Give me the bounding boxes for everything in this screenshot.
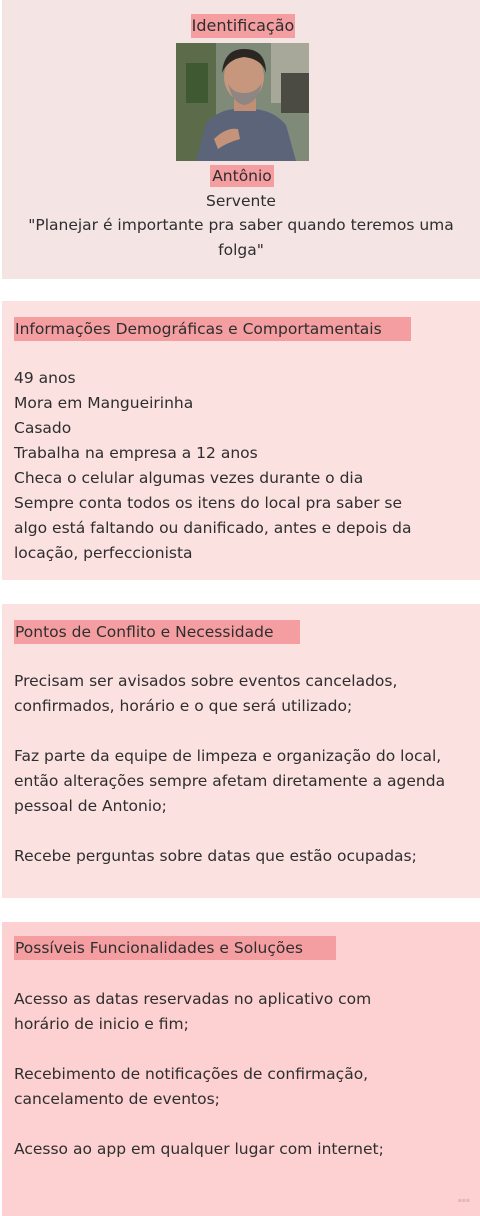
solution-paragraph: Acesso ao app em qualquer lugar com internet; xyxy=(14,1140,384,1158)
pain-points-title: Pontos de Conflito e Necessidade xyxy=(14,620,300,644)
demographics-list xyxy=(14,366,462,566)
demographics-line: Sempre conta todos os itens do local pra saber se algo está faltando ou danificado, antes e depois da locação, perfeccionista xyxy=(14,494,412,562)
demographics-line: Trabalha na empresa a 12 anos xyxy=(14,444,258,462)
solutions-title: Possíveis Funcionalidades e Soluções xyxy=(14,936,336,960)
demographics-card xyxy=(2,301,480,580)
watermark-mark: ▪▪▪ xyxy=(457,1197,470,1204)
persona-quote: "Planejar é importante pra saber quando teremos uma folga" xyxy=(28,216,454,259)
pain-point-paragraph: Precisam ser avisados sobre eventos cancelados, confirmados, horário e o que será utilizado; xyxy=(14,672,398,715)
solutions-list xyxy=(14,987,462,1162)
persona-photo-image xyxy=(176,43,309,161)
pain-point-paragraph: Faz parte da equipe de limpeza e organização do local, então alterações sempre afetam diretamente a agenda pessoal de Antonio; xyxy=(14,747,446,815)
solutions-card xyxy=(2,922,480,1216)
pain-point-paragraph: Recebe perguntas sobre datas que estão ocupadas; xyxy=(14,847,417,865)
identity-heading: Identificação xyxy=(191,14,295,38)
pain-points-card xyxy=(2,604,480,898)
solution-paragraph: Recebimento de notificações de confirmação, cancelamento de eventos; xyxy=(14,1065,369,1108)
demographics-title: Informações Demográficas e Comportamentais xyxy=(14,317,411,341)
persona-photo xyxy=(176,43,309,161)
demographics-line: Mora em Mangueirinha xyxy=(14,394,194,412)
solution-paragraph: Acesso as datas reservadas no aplicativo com horário de inicio e fim; xyxy=(14,990,372,1033)
demographics-line: Checa o celular algumas vezes durante o dia xyxy=(14,469,364,487)
identity-card xyxy=(2,0,480,279)
demographics-line: 49 anos xyxy=(14,369,76,387)
persona-role: Servente xyxy=(206,192,276,210)
pain-points-list xyxy=(14,669,462,869)
persona-name: Antônio xyxy=(210,165,274,187)
demographics-line: Casado xyxy=(14,419,72,437)
